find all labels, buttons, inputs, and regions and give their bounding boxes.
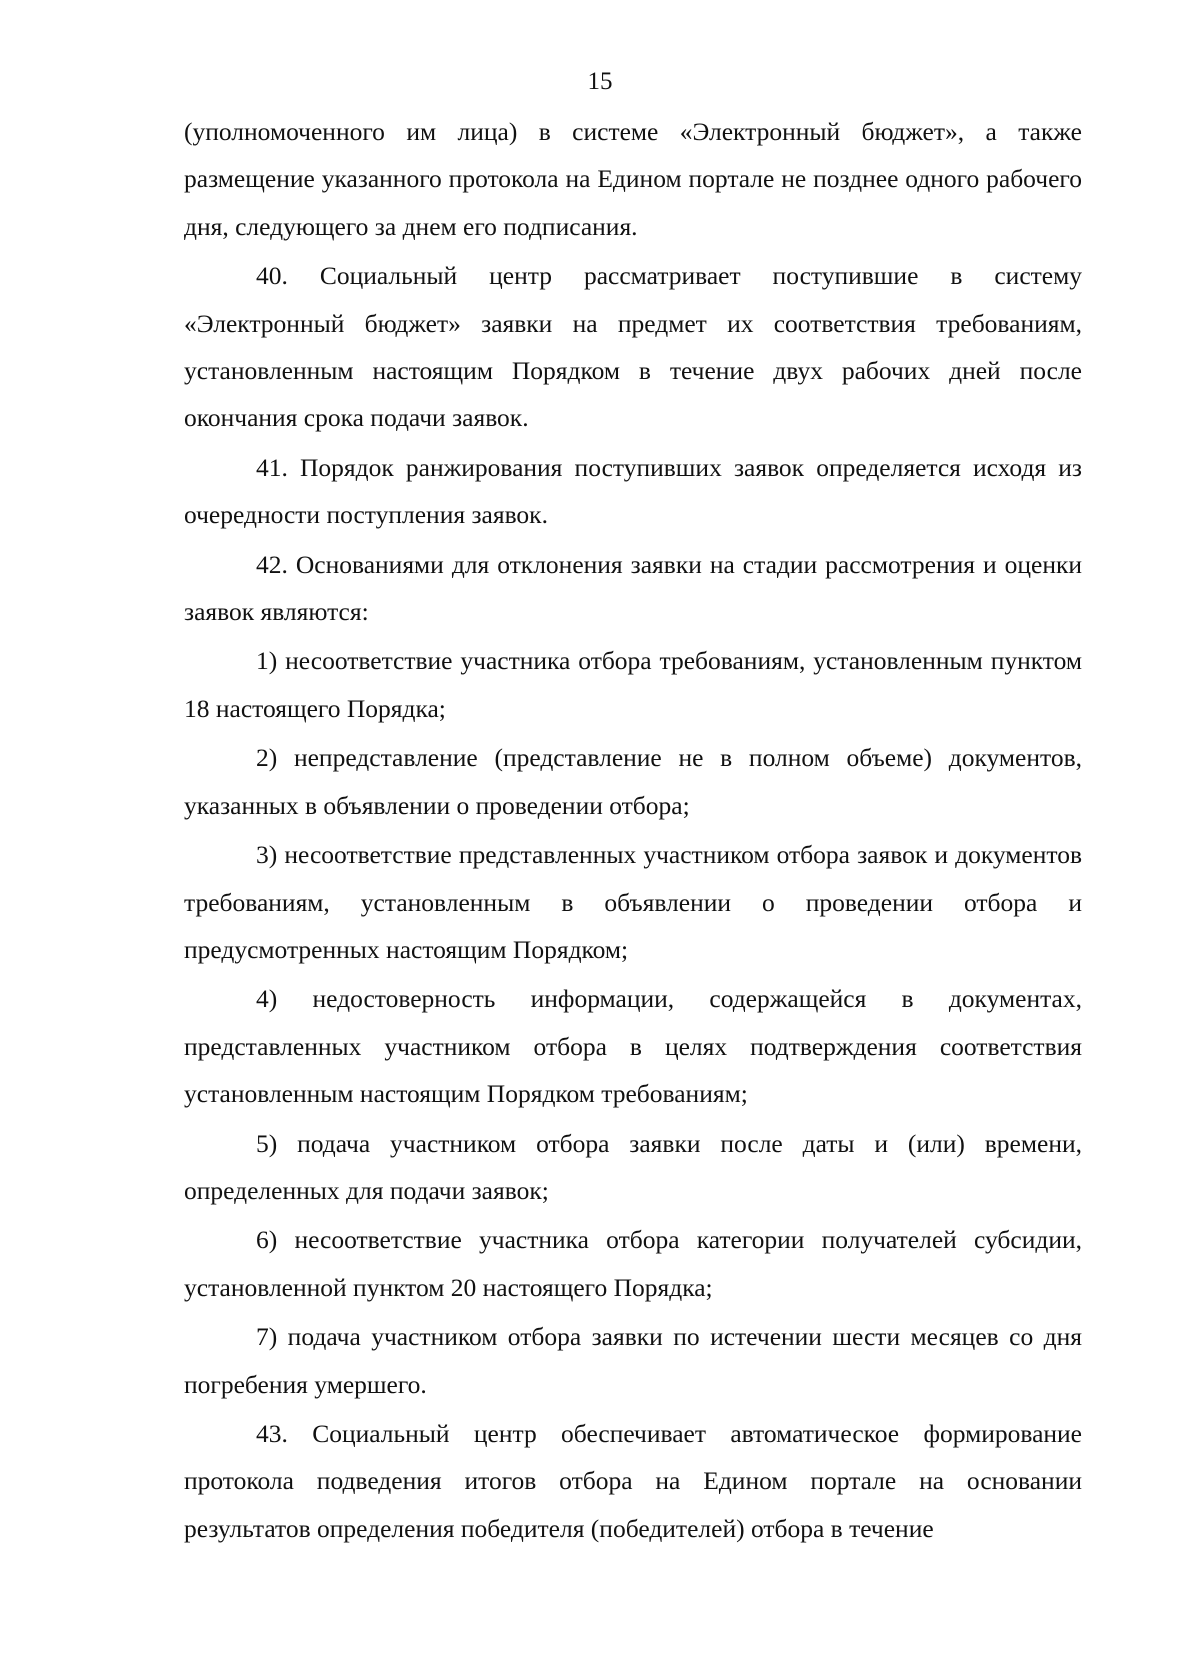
paragraph-41: 41. Порядок ранжирования поступивших заявок определяется исходя из очередности поступления заявок. <box>184 452 1082 530</box>
paragraph-continuation: (уполномоченного им лица) в системе «Электронный бюджет», а также размещение указанного протокола на Едином портале не позднее одного рабочего дня, следующего за днем его подписания. <box>184 117 1082 241</box>
page-number: 15 <box>587 68 613 95</box>
paragraph-43: 43. Социальный центр обеспечивает автоматическое формирование протокола подведения итогов отбора на Едином портале на основании результатов определения победителя (победителей) отбора в течение <box>184 1418 1082 1543</box>
list-item-1: 1) несоответствие участника отбора требованиям, установленным пунктом 18 настоящего Порядка; <box>184 646 1082 723</box>
list-item-2: 2) непредставление (представление не в полном объеме) документов, указанных в объявлении о проведении отбора; <box>184 743 1082 820</box>
list-item-5: 5) подача участником отбора заявки после даты и (или) времени, определенных для подачи заявок; <box>184 1128 1082 1205</box>
list-item-3: 3) несоответствие представленных участником отбора заявок и документов требованиям, установленным в объявлении о проведении отбора и предусмотренных настоящим Порядком; <box>184 840 1082 964</box>
document-body <box>184 108 1082 1554</box>
paragraph-42: 42. Основаниями для отклонения заявки на стадии рассмотрения и оценки заявок являются: <box>184 549 1082 627</box>
list-item-6: 6) несоответствие участника отбора категории получателей субсидии, установленной пунктом 20 настоящего Порядка; <box>184 1225 1082 1302</box>
list-item-4: 4) недостоверность информации, содержащейся в документах, представленных участником отбора в целях подтверждения соответствия установленным настоящим Порядком требованиям; <box>184 984 1082 1109</box>
list-item-7: 7) подача участником отбора заявки по истечении шести месяцев со дня погребения умершего. <box>184 1322 1082 1399</box>
paragraph-40: 40. Социальный центр рассматривает поступившие в систему «Электронный бюджет» заявки на предмет их соответствия требованиям, установленным настоящим Порядком в течение двух рабочих дней после окончания срока подачи заявок. <box>184 261 1082 433</box>
